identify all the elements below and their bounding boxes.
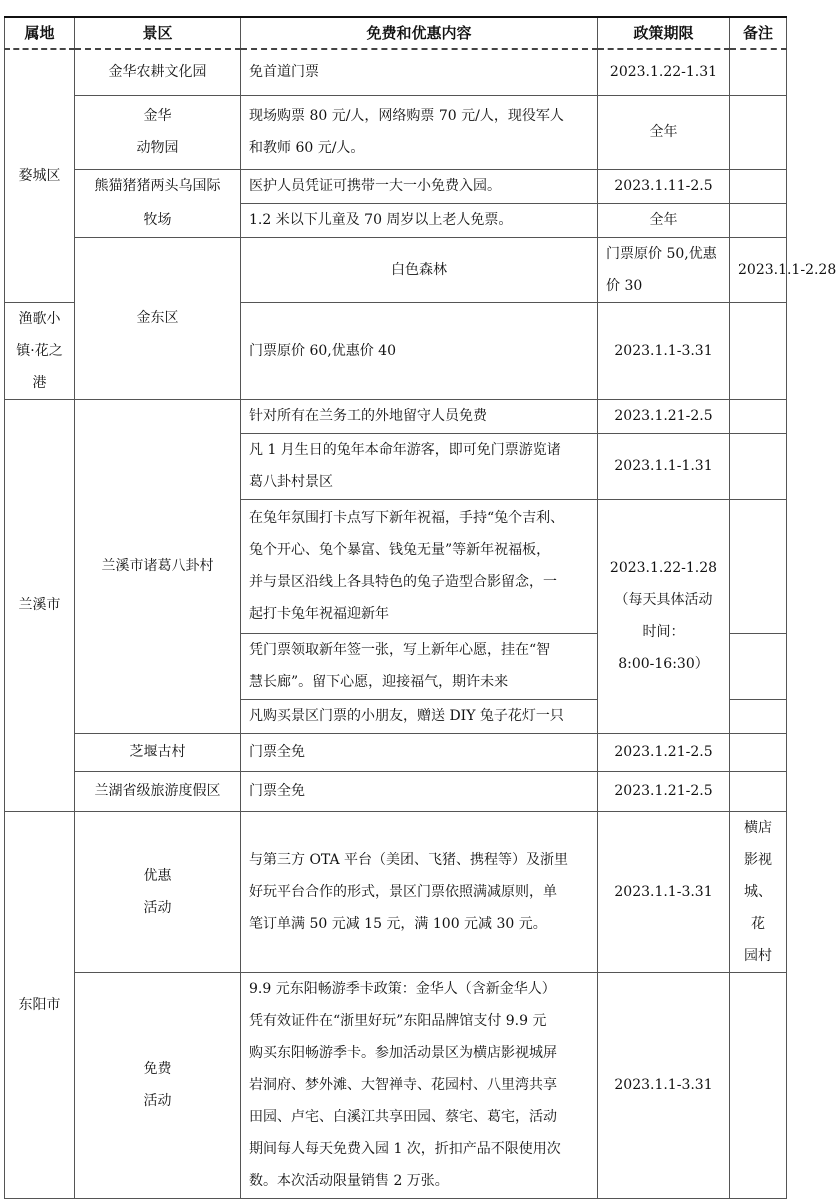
region-cell: 金东区 bbox=[75, 237, 241, 399]
content-cell bbox=[241, 95, 598, 169]
content-line: 和教师 60 元/人。 bbox=[249, 140, 365, 156]
table-row bbox=[5, 811, 787, 972]
content-cell: 凡购买景区门票的小朋友，赠送 DIY 兔子花灯一只 bbox=[241, 699, 598, 733]
content-cell: 门票原价 60,优惠价 40 bbox=[241, 302, 598, 399]
scenic-line: 动物园 bbox=[136, 140, 179, 156]
content-line: 在兔年氛围打卡点写下新年祝福，手持“兔个吉利、 bbox=[249, 510, 565, 526]
content-line: 数。本次活动限量销售 2 万张。 bbox=[249, 1173, 449, 1189]
content-cell: 免首道门票 bbox=[241, 49, 598, 95]
table-row bbox=[5, 169, 787, 203]
note-cell bbox=[730, 169, 787, 203]
header-scenic: 景区 bbox=[75, 17, 241, 49]
note-line: 城、花 bbox=[744, 883, 772, 932]
content-line: 凭门票领取新年签一张，写上新年心愿，挂在“智 bbox=[249, 642, 551, 658]
note-cell bbox=[730, 972, 787, 1198]
note-cell bbox=[730, 811, 787, 972]
content-line: 凭有效证件在“浙里好玩”东阳品牌馆支付 9.9 元 bbox=[249, 1013, 547, 1029]
period-cell: 2023.1.11-2.5 bbox=[598, 169, 730, 203]
scenic-cell-top: 熊猫猪猪两头乌国际 bbox=[75, 169, 241, 203]
scenic-cell bbox=[75, 972, 241, 1198]
table-row bbox=[5, 771, 787, 811]
note-line: 影视 bbox=[744, 851, 772, 868]
content-cell: 门票全免 bbox=[241, 733, 598, 771]
content-cell: 门票全免 bbox=[241, 771, 598, 811]
period-cell bbox=[598, 499, 730, 733]
scenic-cell: 渔歌小镇·花之港 bbox=[5, 302, 75, 399]
period-cell: 2023.1.1-1.31 bbox=[598, 433, 730, 499]
header-region: 属地 bbox=[5, 17, 75, 49]
note-cell bbox=[730, 699, 787, 733]
content-line: 期间每人每天免费入园 1 次，折扣产品不限使用次 bbox=[249, 1141, 561, 1157]
period-cell: 2023.1.1-3.31 bbox=[598, 811, 730, 972]
note-cell bbox=[730, 399, 787, 433]
period-cell: 2023.1.21-2.5 bbox=[598, 733, 730, 771]
note-line: 园村 bbox=[744, 947, 772, 964]
content-cell bbox=[241, 499, 598, 633]
period-cell: 2023.1.1-3.31 bbox=[598, 302, 730, 399]
header-note: 备注 bbox=[730, 17, 787, 49]
scenic-cell bbox=[75, 811, 241, 972]
table-row bbox=[5, 399, 787, 433]
content-line: 岩洞府、梦外滩、大智禅寺、花园村、八里湾共享 bbox=[249, 1077, 557, 1093]
scenic-line: 活动 bbox=[143, 899, 172, 916]
note-cell bbox=[730, 633, 787, 699]
period-cell: 全年 bbox=[598, 95, 730, 169]
period-cell: 2023.1.21-2.5 bbox=[598, 399, 730, 433]
region-cell: 东阳市 bbox=[5, 811, 75, 1198]
table-row bbox=[5, 972, 787, 1198]
period-cell: 2023.1.1-3.31 bbox=[598, 972, 730, 1198]
content-line: 购买东阳畅游季卡。参加活动景区为横店影视城屏 bbox=[249, 1045, 557, 1061]
scenic-line: 免费 bbox=[143, 1061, 172, 1077]
content-line: 好玩平台合作的形式，景区门票依照满减原则，单 bbox=[249, 883, 557, 900]
period-cell: 2023.1.21-2.5 bbox=[598, 771, 730, 811]
table-row bbox=[5, 49, 787, 95]
content-line: 慧长廊”。留下心愿，迎接福气，期许未来 bbox=[249, 674, 509, 690]
period-line: 8:00-16:30） bbox=[618, 656, 709, 672]
period-cell: 全年 bbox=[598, 203, 730, 237]
period-line: （每天具体活动 bbox=[614, 592, 713, 608]
table-row bbox=[5, 237, 787, 302]
header-period: 政策期限 bbox=[598, 17, 730, 49]
note-cell bbox=[730, 771, 787, 811]
table-row bbox=[5, 203, 787, 237]
scenic-cell: 兰溪市诸葛八卦村 bbox=[75, 399, 241, 733]
note-cell bbox=[730, 499, 787, 633]
header-row bbox=[5, 17, 787, 49]
content-cell: 1.2 米以下儿童及 70 周岁以上老人免票。 bbox=[241, 203, 598, 237]
scenic-cell: 白色森林 bbox=[241, 237, 598, 302]
note-cell bbox=[730, 302, 787, 399]
region-cell: 婺城区 bbox=[5, 49, 75, 302]
period-line: 时间： bbox=[642, 624, 685, 640]
content-line: 并与景区沿线上各具特色的兔子造型合影留念，一 bbox=[249, 574, 557, 590]
content-cell bbox=[241, 972, 598, 1198]
content-cell: 医护人员凭证可携带一大一小免费入园。 bbox=[241, 169, 598, 203]
scenic-cell-bottom: 牧场 bbox=[75, 203, 241, 237]
content-line: 田园、卢宅、白溪江共享田园、蔡宅、葛宅，活动 bbox=[249, 1109, 557, 1125]
note-line: 横店 bbox=[744, 819, 772, 836]
scenic-line: 优惠 bbox=[143, 867, 172, 884]
note-cell bbox=[730, 95, 787, 169]
content-line: 与第三方 OTA 平台（美团、飞猪、携程等）及浙里 bbox=[249, 851, 569, 868]
scenic-cell: 兰湖省级旅游度假区 bbox=[75, 771, 241, 811]
note-cell bbox=[730, 203, 787, 237]
scenic-cell bbox=[75, 95, 241, 169]
content-line: 凡 1 月生日的兔年本命年游客，即可免门票游览诸 bbox=[249, 442, 561, 458]
period-line: 2023.1.22-1.28 bbox=[609, 560, 718, 576]
content-cell bbox=[241, 633, 598, 699]
note-cell bbox=[730, 49, 787, 95]
scenic-line: 活动 bbox=[143, 1093, 172, 1109]
content-line: 兔个开心、兔个暴富、钱兔无量”等新年祝福板， bbox=[249, 542, 551, 558]
content-line: 笔订单满 50 元减 15 元，满 100 元减 30 元。 bbox=[249, 915, 547, 932]
content-line: 葛八卦村景区 bbox=[249, 474, 333, 490]
region-cell: 兰溪市 bbox=[5, 399, 75, 811]
period-cell: 2023.1.1-2.28 bbox=[730, 237, 787, 302]
scenic-cell: 芝堰古村 bbox=[75, 733, 241, 771]
content-cell bbox=[241, 811, 598, 972]
table-row bbox=[5, 95, 787, 169]
policy-table bbox=[4, 16, 836, 1199]
content-line: 现场购票 80 元/人，网络购票 70 元/人，现役军人 bbox=[249, 108, 564, 124]
scenic-line: 金华 bbox=[143, 108, 172, 124]
header-content: 免费和优惠内容 bbox=[241, 17, 598, 49]
content-line: 起打卡兔年祝福迎新年 bbox=[249, 606, 389, 622]
table-row bbox=[5, 733, 787, 771]
scenic-cell: 金华农耕文化园 bbox=[75, 49, 241, 95]
period-cell: 2023.1.22-1.31 bbox=[598, 49, 730, 95]
content-cell: 针对所有在兰务工的外地留守人员免费 bbox=[241, 399, 598, 433]
content-line: 9.9 元东阳畅游季卡政策：金华人（含新金华人） bbox=[249, 981, 556, 997]
note-cell bbox=[730, 433, 787, 499]
content-cell bbox=[241, 433, 598, 499]
note-cell bbox=[730, 733, 787, 771]
content-cell: 门票原价 50,优惠价 30 bbox=[598, 237, 730, 302]
